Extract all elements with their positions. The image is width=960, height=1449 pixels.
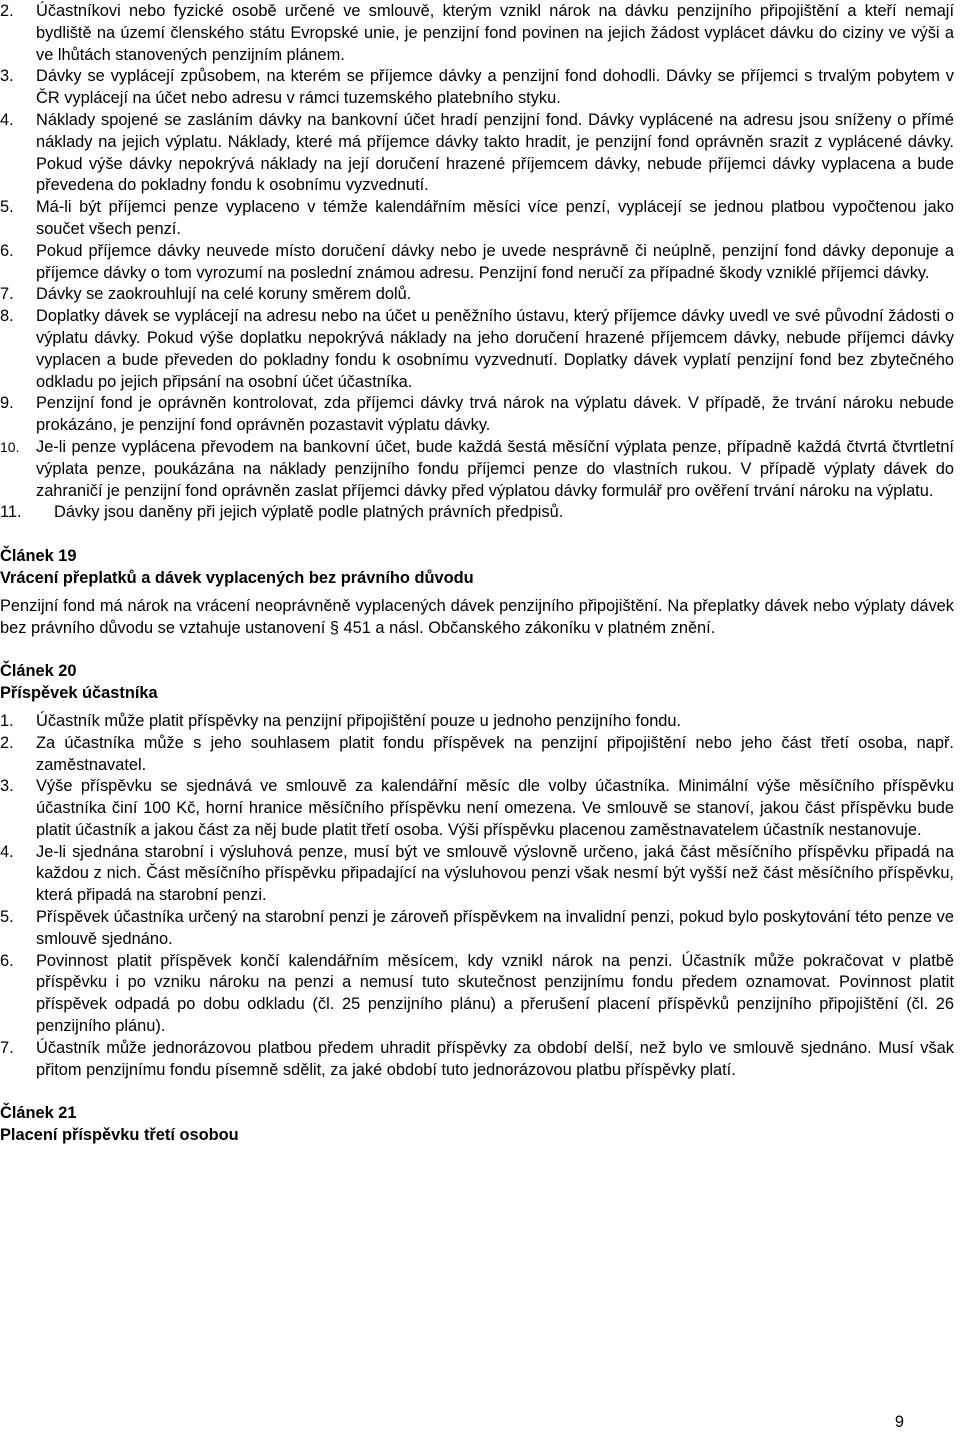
item-text: Za účastníka může s jeho souhlasem platit fondu příspěvek na penzijní připojištění nebo jeho část třetí osoba, např. zaměstnavatel. <box>36 733 954 774</box>
document-page <box>0 1 954 1147</box>
item-number: 7. <box>0 1038 14 1057</box>
item-text: Náklady spojené se zasláním dávky na bankovní účet hradí penzijní fond. Dávky vyplácené na adresu jsou sníženy o přímé náklady na jejich výplatu. Náklady, které má příjemce dávky takto hradit, je penzijní fond oprávněn srazit z vyplácené dávky. Pokud výše dávky nepokrývá náklady na její doručení hrazené příjemcem dávky, nebude příjemci dávky vyplacena a bude převedena do pokladny fondu k osobnímu vyzvednutí. <box>36 110 954 195</box>
item-number: 8. <box>0 307 14 326</box>
item-number: 4. <box>0 842 14 861</box>
list-item <box>0 907 954 951</box>
article-20 <box>0 661 954 1081</box>
item-number: 9. <box>0 394 14 413</box>
article-title: Placení příspěvku třetí osobou <box>0 1126 239 1145</box>
item-text: Dávky se zaokrouhlují na celé koruny směrem dolů. <box>36 285 412 304</box>
item-text: Příspěvek účastníka určený na starobní penzi je zároveň příspěvkem na invalidní penzi, pokud bylo poskytování této penze ve smlouvě sjednáno. <box>36 908 954 948</box>
item-number: 3. <box>0 777 14 796</box>
item-text: Má-li být příjemci penze vyplaceno v témže kalendářním měsíci více penzí, vyplácejí se jednou platbou vypočtenou jako součet všech penzí. <box>36 198 954 238</box>
list-item <box>0 437 954 502</box>
item-number: 10. <box>0 438 20 455</box>
item-text: Výše příspěvku se sjednává ve smlouvě za kalendářní měsíc dle volby účastníka. Minimální výše měsíčního příspěvku účastníka činí 100 Kč, horní hranice měsíčního příspěvku není omezena. Ve smlouvě se stanoví, jakou část příspěvku bude platit účastník a jakou část za něj bude platit třetí osoba. Výši příspěvku placenou zaměstnavatelem účastník nestanovuje. <box>36 777 954 839</box>
item-number: 5. <box>0 198 14 217</box>
article-number: Článek 19 <box>0 547 77 566</box>
item-number: 6. <box>0 951 14 970</box>
article-number: Článek 20 <box>0 662 77 681</box>
list-item <box>0 393 954 437</box>
list-item <box>0 951 954 1038</box>
list-item <box>0 284 954 306</box>
item-number: 11. <box>0 503 22 522</box>
list-item <box>0 197 954 241</box>
item-text: Je-li penze vyplácena převodem na bankovní účet, bude každá šestá měsíční výplata penze, případně každá čtvrtá čtvrtletní výplata penze, poukázána na náklady penzijního fondu příjemci penze do vlastních rukou. V případě výplaty dávek do zahraničí je penzijní fond oprávněn zaslat příjemci dávky před výplatou dávky formulář pro ověření trvání nároku na výplatu. <box>36 437 954 500</box>
item-number: 1. <box>0 711 14 730</box>
list-item <box>0 66 954 110</box>
dispensing-rules-list <box>0 1 954 524</box>
item-text: Je-li sjednána starobní i výsluhová penze, musí být ve smlouvě výslovně určeno, jaká část měsíčního příspěvku připadá na každou z nich. Část měsíčního příspěvku připadající na výsluhovou penzi však nesmí být vyšší než část měsíčního příspěvku, která připadá na starobní penzi. <box>36 842 954 905</box>
article-title: Příspěvek účastníka <box>0 684 158 703</box>
item-text: Doplatky dávek se vyplácejí na adresu nebo na účet u peněžního ústavu, který příjemce dávky uvedl ve své původní žádosti o výplatu dávky. Pokud výše doplatku nepokrývá náklady na jeho doručení hrazené příjemcem dávky, nebude příjemci dávky vyplacen a bude převeden do pokladny fondu k osobnímu vyzvednutí. Doplatky dávek vyplatí penzijní fond bez zbytečného odkladu po jejich připsání na osobní účet účastníka. <box>36 307 954 391</box>
list-item <box>0 502 954 524</box>
item-text: Povinnost platit příspěvek končí kalendářním měsícem, kdy vznikl nárok na penzi. Účastník může pokračovat v platbě příspěvku i po vzniku nároku na penzi a nemusí tuto skutečnost penzijnímu fondu předem oznamovat. Povinnost platit příspěvek odpadá po dobu odkladu (čl. 25 penzijního plánu) a přerušení placení příspěvků penzijního připojištění (čl. 26 penzijního plánu). <box>36 951 954 1036</box>
item-text: Penzijní fond je oprávněn kontrolovat, zda příjemci dávky trvá nárok na výplatu dávek. V případě, že trvání nároku nebude prokázáno, je penzijní fond oprávněn pozastavit výplatu dávky. <box>36 394 954 435</box>
item-text: Dávky se vyplácejí způsobem, na kterém se příjemce dávky a penzijní fond dohodli. Dávky se příjemci s trvalým pobytem v ČR vyplácejí na účet nebo adresu v rámci tuzemského platebního styku. <box>36 67 954 108</box>
article-number: Článek 21 <box>0 1104 77 1123</box>
item-number: 7. <box>0 285 14 304</box>
article-body: Penzijní fond má nárok na vrácení neoprávněně vyplacených dávek penzijního připojištění. Na přeplatky dávek nebo výplaty dávek bez právního důvodu se vztahuje ustanovení § 451 a násl. Občanského zákoníku v platném znění. <box>0 596 954 637</box>
item-number: 4. <box>0 110 14 129</box>
list-item <box>0 711 954 733</box>
list-item <box>0 733 954 777</box>
article-title: Vrácení přeplatků a dávek vyplacených bez právního důvodu <box>0 568 474 587</box>
item-number: 2. <box>0 2 14 20</box>
list-item <box>0 110 954 197</box>
list-item <box>0 306 954 393</box>
item-text: Účastník může jednorázovou platbou předem uhradit příspěvky za období delší, než bylo ve smlouvě sjednáno. Musí však přitom penzijnímu fondu písemně sdělit, za jaké období tuto jednorázovou platbu příspěvky platí. <box>36 1038 954 1079</box>
item-number: 6. <box>0 241 14 260</box>
item-text: Pokud příjemce dávky neuvede místo doručení dávky nebo je uvede nesprávně či neúplně, penzijní fond dávky deponuje a příjemce dávky o tom vyrozumí na poslední známou adresu. Penzijní fond neručí za případné škody vzniklé příjemci dávky. <box>36 241 954 282</box>
list-item <box>0 1 954 66</box>
item-number: 5. <box>0 908 14 927</box>
list-item <box>0 842 954 907</box>
contribution-rules-list <box>0 711 954 1082</box>
item-text: Účastníkovi nebo fyzické osobě určené ve smlouvě, kterým vznikl nárok na dávku penzijního připojištění a kteří nemají bydliště na území členského státu Evropské unie, je penzijní fond povinen na jejich žádost vyplácet dávku do ciziny ve výši a ve lhůtách stanovených penzijním plánem. <box>36 2 954 64</box>
article-19 <box>0 546 954 639</box>
page-number: 9 <box>894 1413 904 1431</box>
list-item <box>0 776 954 841</box>
item-number: 3. <box>0 67 14 86</box>
list-item <box>0 1038 954 1082</box>
article-21 <box>0 1103 954 1147</box>
list-item <box>0 241 954 285</box>
item-text: Dávky jsou daněny při jejich výplatě podle platných právních předpisů. <box>54 503 564 522</box>
item-text: Účastník může platit příspěvky na penzijní připojištění pouze u jednoho penzijního fondu. <box>36 711 682 730</box>
item-number: 2. <box>0 733 14 752</box>
